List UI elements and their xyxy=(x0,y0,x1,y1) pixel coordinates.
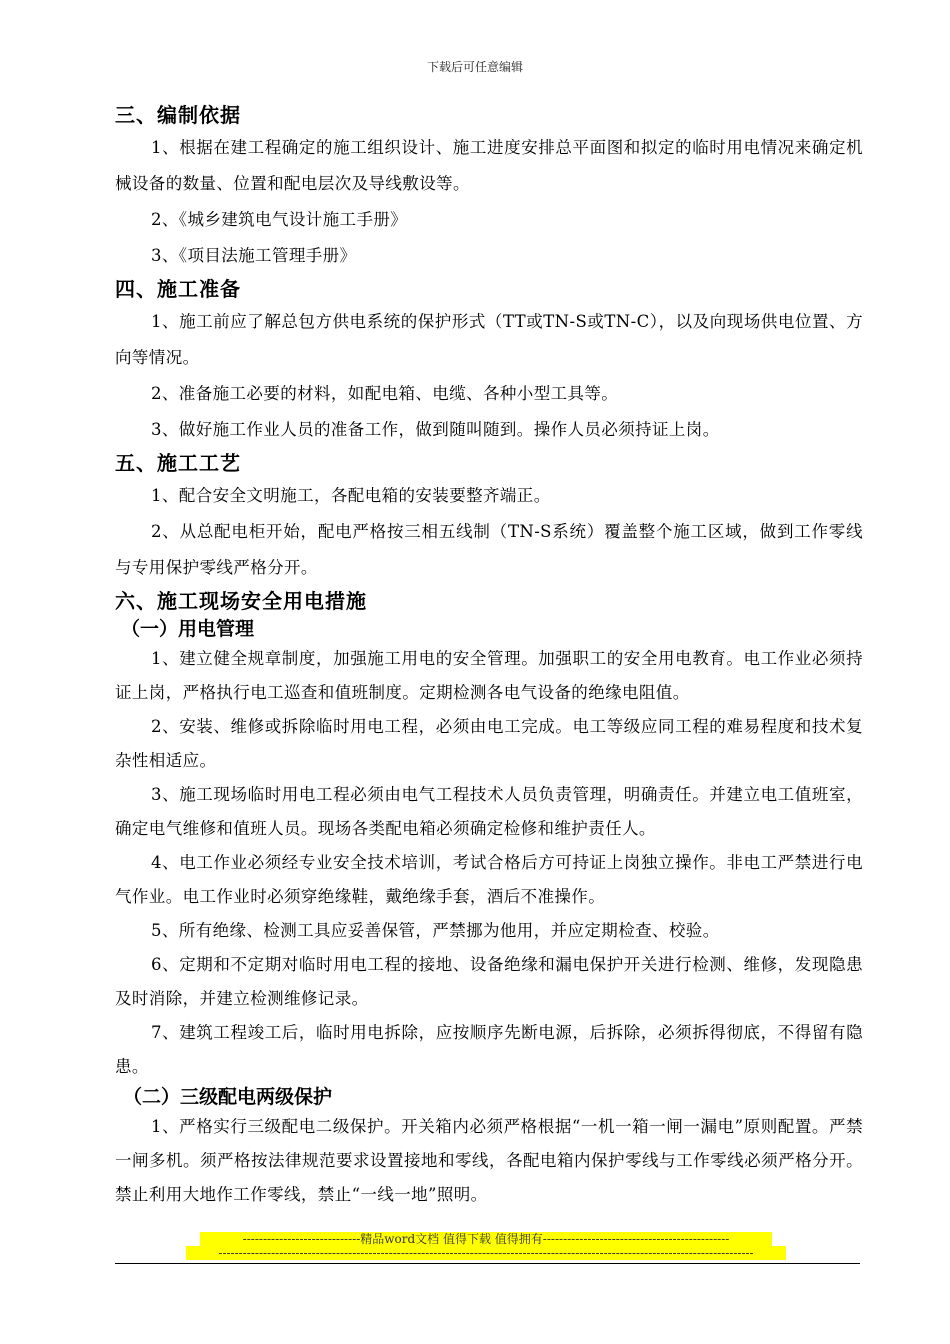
section-title-preparation: 四、施工准备 xyxy=(115,277,241,301)
paragraph: 3、施工现场临时用电工程必须由电气工程技术人员负责管理，明确责任。并建立电工值班室，确定电气维修和值班人员。现场各类配电箱必须确定检修和维护责任人。 xyxy=(115,785,863,838)
paragraph: 1、根据在建工程确定的施工组织设计、施工进度安排总平面图和拟定的临时用电情况来确定机械设备的数量、位置和配电层次及导线敷设等。 xyxy=(115,138,863,193)
paragraph: 4、电工作业必须经专业安全技术培训，考试合格后方可持证上岗独立操作。非电工严禁进行电气作业。电工作业时必须穿绝缘鞋，戴绝缘手套，酒后不准操作。 xyxy=(115,853,863,906)
paragraph: 1、配合安全文明施工，各配电箱的安装要整齐端正。 xyxy=(151,486,551,505)
footer-divider xyxy=(115,1263,860,1264)
page-header-note: 下载后可任意编辑 xyxy=(426,60,523,74)
paragraph: 5、所有绝缘、检测工具应妥善保管，严禁挪为他用，并应定期检查、校验。 xyxy=(151,921,720,940)
paragraph: 3、《项目法施工管理手册》 xyxy=(151,246,357,265)
paragraph: 1、严格实行三级配电二级保护。开关箱内必须严格根据“一机一箱一闸一漏电”原则配置。严禁一闸多机。须严格按法律规范要求设置接地和零线，各配电箱内保护零线与工作零线必须严格分开。禁止利用大地作工作零线，禁止“一线一地”照明。 xyxy=(115,1117,863,1204)
paragraph: 2、《城乡建筑电气设计施工手册》 xyxy=(151,210,408,229)
paragraph: 1、建立健全规章制度，加强施工用电的安全管理。加强职工的安全用电教育。电工作业必须持证上岗，严格执行电工巡查和值班制度。定期检测各电气设备的绝缘电阻值。 xyxy=(115,649,863,702)
paragraph: 2、从总配电柜开始，配电严格按三相五线制（TN-S系统）覆盖整个施工区域，做到工作零线与专用保护零线严格分开。 xyxy=(115,522,863,577)
section-title-safety: 六、施工现场安全用电措施 xyxy=(115,589,367,613)
paragraph: 3、做好施工作业人员的准备工作，做到随叫随到。操作人员必须持证上岗。 xyxy=(151,420,720,439)
section-title-process: 五、施工工艺 xyxy=(115,451,241,475)
footer-banner: -----------------------------精品word文档 值得下载 值得拥有---------------------------------------------- xyxy=(200,1232,772,1246)
footer-banner-dashes: ------------------------------------------------------------------------------------------------------------------------------------ xyxy=(186,1246,786,1260)
subsection-title-management: （一）用电管理 xyxy=(121,618,255,640)
paragraph: 2、准备施工必要的材料，如配电箱、电缆、各种小型工具等。 xyxy=(151,384,619,403)
document-body xyxy=(115,100,863,1212)
paragraph: 2、安装、维修或拆除临时用电工程，必须由电工完成。电工等级应同工程的难易程度和技术复杂性相适应。 xyxy=(115,717,863,770)
paragraph: 7、建筑工程竣工后，临时用电拆除，应按顺序先断电源，后拆除，必须拆得彻底，不得留有隐患。 xyxy=(115,1023,863,1076)
subsection-title-protection: （二）三级配电两级保护 xyxy=(123,1086,333,1108)
section-title-basis: 三、编制依据 xyxy=(115,103,241,127)
paragraph: 6、定期和不定期对临时用电工程的接地、设备绝缘和漏电保护开关进行检测、维修，发现隐患及时消除，并建立检测维修记录。 xyxy=(115,955,863,1008)
paragraph: 1、施工前应了解总包方供电系统的保护形式（TT或TN-S或TN-C），以及向现场供电位置、方向等情况。 xyxy=(115,312,863,367)
